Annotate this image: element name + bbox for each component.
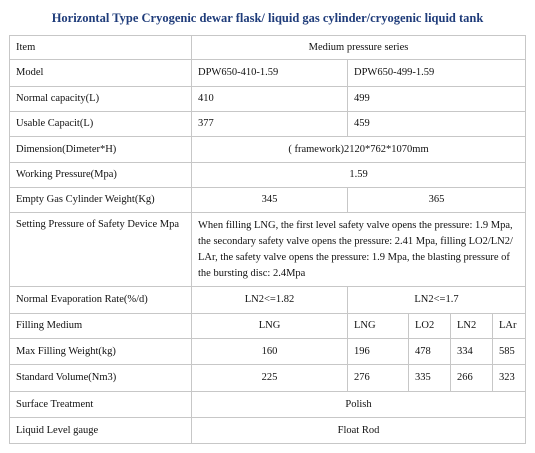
- filling-medium-1: LNG: [192, 314, 348, 339]
- model-value-2: DPW650-499-1.59: [348, 60, 526, 87]
- row-label-safety-pressure: Setting Pressure of Safety Device Mpa: [10, 213, 192, 287]
- max-filling-weight-4: 334: [451, 339, 493, 365]
- standard-volume-3: 335: [409, 365, 451, 392]
- standard-volume-2: 276: [348, 365, 409, 392]
- filling-medium-3: LO2: [409, 314, 451, 339]
- table-row: [10, 137, 526, 163]
- evaporation-rate-1: LN2<=1.82: [192, 287, 348, 314]
- spec-table: [9, 35, 526, 444]
- model-value-1: DPW650-410-1.59: [192, 60, 348, 87]
- filling-medium-4: LN2: [451, 314, 493, 339]
- table-row: [10, 36, 526, 60]
- usable-capacity-1: 377: [192, 112, 348, 137]
- safety-pressure-description: When filling LNG, the first level safety valve opens the pressure: 1.9 Mpa, the secondary safety valve opens the pressure: 2.41 Mpa, filling LO2/LN2/ LAr, the safety valve opens the pressure: 1.9 Mpa, the blasting pressure of the bursting disc: 2.4Mpa: [192, 213, 526, 287]
- row-label-filling-medium: Filling Medium: [10, 314, 192, 339]
- table-row: [10, 188, 526, 213]
- row-label-max-filling-weight: Max Filling Weight(kg): [10, 339, 192, 365]
- liquid-level-gauge-value: Float Rod: [192, 418, 526, 444]
- max-filling-weight-3: 478: [409, 339, 451, 365]
- table-row: [10, 112, 526, 137]
- row-label-evaporation-rate: Normal Evaporation Rate(%/d): [10, 287, 192, 314]
- row-label-model: Model: [10, 60, 192, 87]
- filling-medium-5: LAr: [493, 314, 526, 339]
- table-row: [10, 418, 526, 444]
- row-label-empty-weight: Empty Gas Cylinder Weight(Kg): [10, 188, 192, 213]
- row-label-usable-capacity: Usable Capacit(L): [10, 112, 192, 137]
- row-label-item: Item: [10, 36, 192, 60]
- table-title: Horizontal Type Cryogenic dewar flask/ liquid gas cylinder/cryogenic liquid tank: [51, 10, 484, 25]
- table-row: [10, 339, 526, 365]
- row-label-working-pressure: Working Pressure(Mpa): [10, 163, 192, 188]
- max-filling-weight-1: 160: [192, 339, 348, 365]
- max-filling-weight-5: 585: [493, 339, 526, 365]
- table-row: [10, 163, 526, 188]
- row-label-normal-capacity: Normal capacity(L): [10, 87, 192, 112]
- max-filling-weight-2: 196: [348, 339, 409, 365]
- empty-weight-1: 345: [192, 188, 348, 213]
- row-label-liquid-level-gauge: Liquid Level gauge: [10, 418, 192, 444]
- table-row: [10, 314, 526, 339]
- usable-capacity-2: 459: [348, 112, 526, 137]
- table-row: [10, 213, 526, 287]
- row-label-surface-treatment: Surface Treatment: [10, 392, 192, 418]
- filling-medium-2: LNG: [348, 314, 409, 339]
- table-row: [10, 365, 526, 392]
- dimension-value: ( framework)2120*762*1070mm: [192, 137, 526, 163]
- working-pressure-value: 1.59: [192, 163, 526, 188]
- table-row: [10, 287, 526, 314]
- table-row: [10, 87, 526, 112]
- normal-capacity-2: 499: [348, 87, 526, 112]
- standard-volume-1: 225: [192, 365, 348, 392]
- evaporation-rate-2: LN2<=1.7: [348, 287, 526, 314]
- series-value: Medium pressure series: [192, 36, 526, 60]
- standard-volume-4: 266: [451, 365, 493, 392]
- empty-weight-2: 365: [348, 188, 526, 213]
- standard-volume-5: 323: [493, 365, 526, 392]
- surface-treatment-value: Polish: [192, 392, 526, 418]
- row-label-dimension: Dimension(Dimeter*H): [10, 137, 192, 163]
- normal-capacity-1: 410: [192, 87, 348, 112]
- table-row: [10, 60, 526, 87]
- table-row: [10, 392, 526, 418]
- row-label-standard-volume: Standard Volume(Nm3): [10, 365, 192, 392]
